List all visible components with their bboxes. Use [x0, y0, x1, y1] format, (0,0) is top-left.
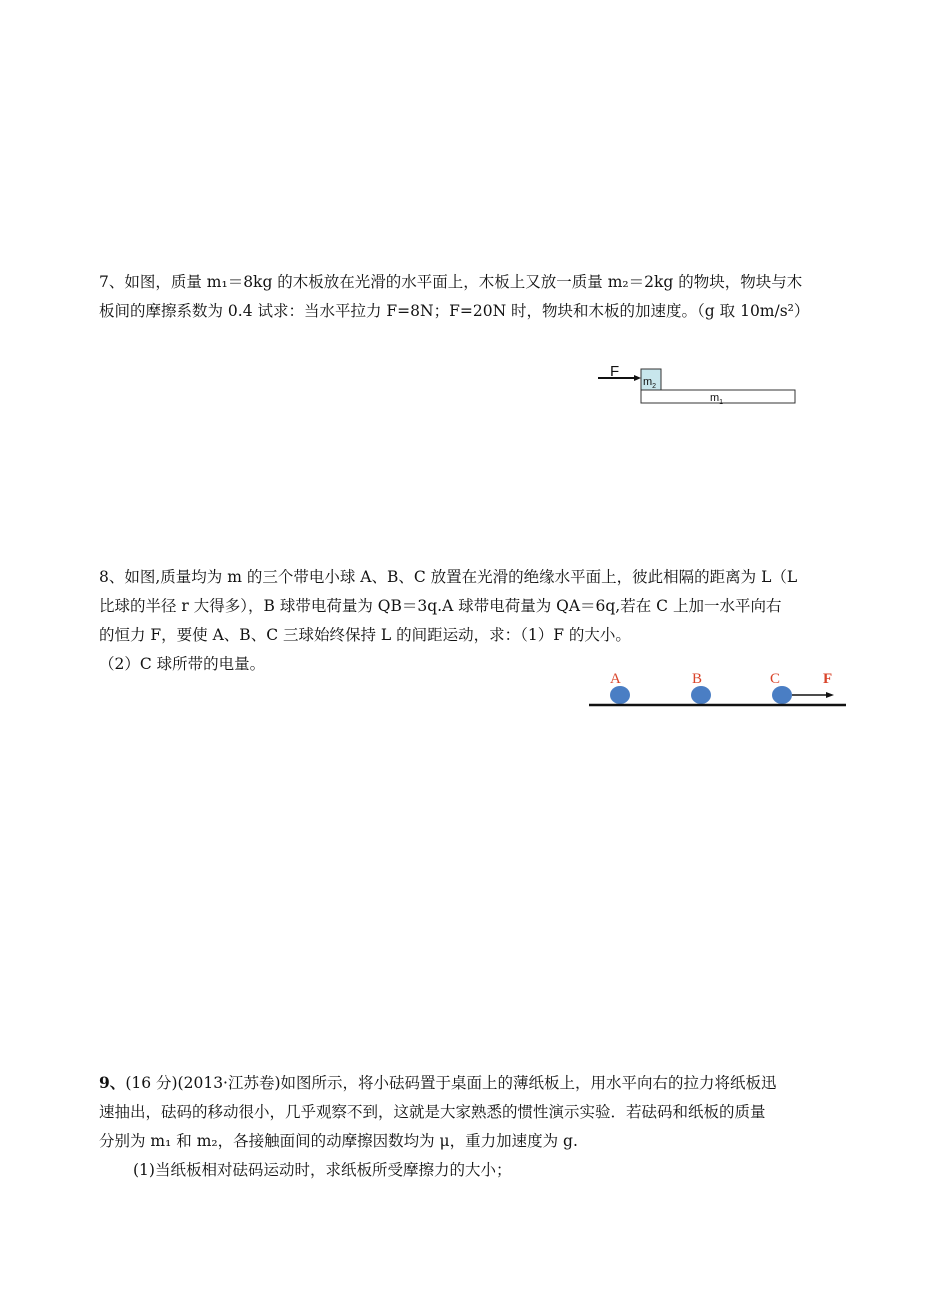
q8-ball-b [691, 686, 711, 704]
q8-ball-c [772, 686, 792, 704]
q8-label-b: B [692, 671, 703, 687]
q8-force-arrowhead [826, 692, 834, 698]
q8-line-1: 8、如图,质量均为 m 的三个带电小球 A、B、C 放置在光滑的绝缘水平面上，彼此相隔的距离为 L（L [99, 568, 798, 586]
q8-force-label: F [823, 671, 833, 687]
q9-number: 9 [99, 1073, 110, 1092]
q7-figure [594, 360, 804, 410]
q9-line-2: 速抽出，砝码的移动很小，几乎观察不到，这就是大家熟悉的惯性演示实验．若砝码和纸板的质量 [99, 1103, 766, 1121]
question-9 [99, 1068, 855, 1185]
q8-line-2: 比球的半径 r 大得多），B 球带电荷量为 QB＝3q.A 球带电荷量为 QA＝6q,若在 C 上加一水平向右 [99, 597, 782, 615]
q7-force-arrowhead [634, 375, 641, 381]
q8-ball-a [610, 686, 630, 704]
question-7 [99, 268, 855, 326]
q7-board-label: $m_1$ [710, 392, 724, 406]
q7-line-2: 板间的摩擦系数为 0.4 试求：当水平拉力 F=8N；F=20N 时，物块和木板的加速度。（g 取 10m/s²） [99, 302, 810, 320]
q9-line-1-text: (16 分)(2013·江苏卷)如图所示，将小砝码置于桌面上的薄纸板上，用水平向右的拉力将纸板迅 [125, 1074, 777, 1092]
q7-force-label: F [610, 363, 620, 380]
q9-line-3: 分别为 m₁ 和 m₂，各接触面间的动摩擦因数均为 μ，重力加速度为 g. [99, 1132, 578, 1150]
q7-line-1: 7、如图，质量 m₁＝8kg 的木板放在光滑的水平面上，木板上又放一质量 m₂＝2kg 的物块，物块与木 [99, 273, 803, 291]
question-8 [99, 563, 855, 679]
q8-figure [588, 666, 850, 714]
q9-line-1 [99, 1068, 855, 1098]
q9-line-4: (1)当纸板相对砝码运动时，求纸板所受摩擦力的大小； [133, 1161, 512, 1179]
q8-line-4: （2）C 球所带的电量。 [99, 655, 266, 673]
q7-block-label: $m_2$ [643, 376, 657, 390]
q8-label-c: C [770, 671, 781, 687]
q8-line-3: 的恒力 F，要使 A、B、C 三球始终保持 L 的间距运动，求：（1）F 的大小。 [99, 626, 631, 644]
q8-label-a: A [610, 671, 621, 687]
q9-number-sep: 、 [109, 1073, 126, 1092]
